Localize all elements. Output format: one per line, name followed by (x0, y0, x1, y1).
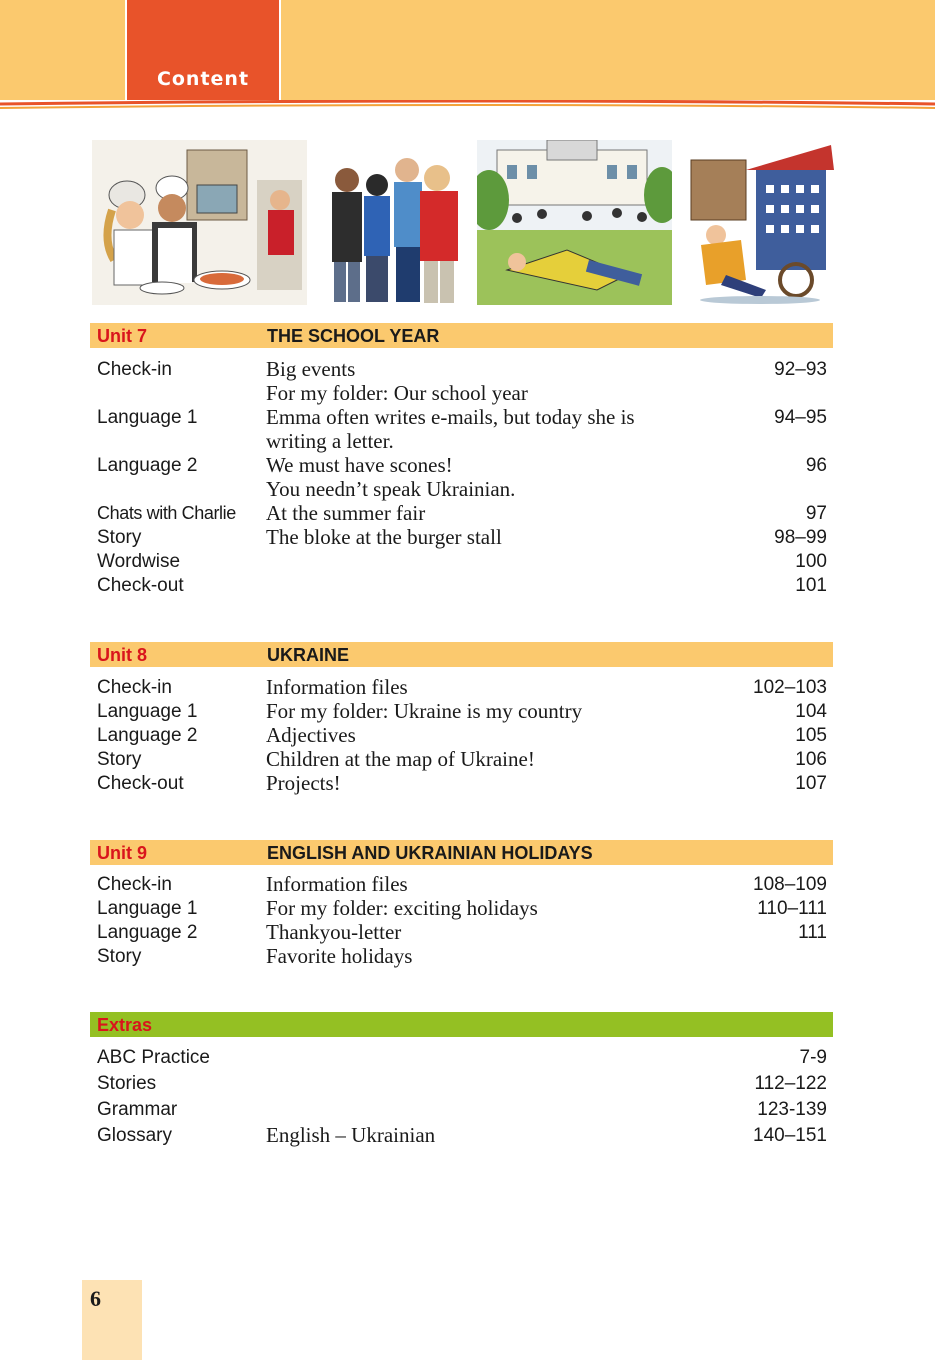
toc-pages: 140–151 (753, 1125, 827, 1146)
toc-row[interactable] (90, 946, 833, 970)
toc-section: Language 2 (97, 455, 198, 476)
toc-title: We must have scones! (266, 453, 453, 477)
extras-bar (90, 1012, 833, 1037)
toc-section: Check-in (97, 677, 172, 698)
page-number: 6 (90, 1286, 101, 1311)
page-number-box (82, 1280, 142, 1360)
toc-pages: 96 (805, 455, 827, 476)
toc-row[interactable] (90, 898, 833, 922)
toc-title: Information files (266, 675, 408, 699)
toc-title: At the summer fair (266, 501, 426, 525)
toc-section: Stories (97, 1073, 157, 1094)
toc-row (90, 431, 833, 455)
toc-row[interactable] (90, 725, 833, 749)
toc-title: The bloke at the burger stall (266, 525, 502, 549)
unit-8-number: Unit 8 (97, 645, 148, 665)
toc-row[interactable] (90, 503, 833, 527)
toc-row[interactable] (90, 1073, 833, 1097)
toc-row[interactable] (90, 677, 833, 701)
toc-pages: 123-139 (757, 1099, 827, 1120)
toc-row[interactable] (90, 701, 833, 725)
extras-label: Extras (97, 1015, 153, 1035)
toc-title: For my folder: Ukraine is my country (266, 699, 583, 723)
toc-row[interactable] (90, 773, 833, 797)
toc-row[interactable] (90, 455, 833, 479)
toc-title: Favorite holidays (266, 944, 413, 968)
toc-pages: 108–109 (753, 874, 827, 895)
content-tab-label: Content (156, 68, 250, 90)
toc-title: Emma often writes e-mails, but today she is (266, 405, 635, 429)
toc-pages: 101 (795, 575, 827, 596)
unit-8-title: UKRAINE (267, 645, 350, 665)
toc-row[interactable] (90, 407, 833, 431)
toc-section: ABC Practice (97, 1047, 210, 1068)
toc-row (90, 383, 833, 407)
toc-row[interactable] (90, 527, 833, 551)
toc-title: Information files (266, 872, 408, 896)
toc-section: Check-in (97, 874, 172, 895)
toc-row[interactable] (90, 1125, 833, 1149)
toc-row[interactable] (90, 1099, 833, 1123)
toc-section: Language 1 (97, 898, 198, 919)
toc-pages: 104 (795, 701, 827, 722)
toc-pages: 98–99 (774, 527, 827, 548)
toc-row[interactable] (90, 749, 833, 773)
toc-section: Language 2 (97, 725, 198, 746)
toc-section: Story (97, 749, 142, 770)
toc-pages: 7-9 (799, 1047, 827, 1068)
toc-section: Story (97, 946, 142, 967)
toc-title: Big events (266, 357, 356, 381)
toc-pages: 100 (795, 551, 827, 572)
toc-pages: 106 (795, 749, 827, 770)
toc-pages: 97 (805, 503, 827, 524)
unit-7-bar (90, 323, 833, 348)
toc-title: writing a letter. (266, 429, 394, 453)
toc-section: Language 1 (97, 407, 198, 428)
toc-title: Projects! (266, 771, 341, 795)
toc-section: Glossary (97, 1125, 172, 1146)
illustration-park (477, 140, 672, 305)
toc-row (90, 479, 833, 503)
toc-row[interactable] (90, 359, 833, 383)
toc-pages: 110–111 (757, 898, 827, 919)
unit-7-number: Unit 7 (97, 326, 148, 346)
toc-title: For my folder: Our school year (266, 381, 528, 405)
unit-9-bar (90, 840, 833, 865)
toc-section: Check-out (97, 575, 184, 596)
toc-title: English – Ukrainian (266, 1123, 436, 1147)
toc-section: Grammar (97, 1099, 178, 1120)
toc-row[interactable] (90, 922, 833, 946)
unit-9-title: ENGLISH AND UKRAINIAN HOLIDAYS (267, 843, 593, 863)
toc-section: Chats with Charlie (97, 503, 236, 523)
toc-title: For my folder: exciting holidays (266, 896, 538, 920)
illustration-fair (686, 140, 834, 305)
toc-title: Children at the map of Ukraine! (266, 747, 535, 771)
toc-pages: 105 (795, 725, 827, 746)
toc-section: Language 2 (97, 922, 198, 943)
toc-pages: 111 (798, 922, 827, 943)
toc-row[interactable] (90, 874, 833, 898)
toc-row[interactable] (90, 551, 833, 575)
toc-title: Adjectives (266, 723, 356, 747)
toc-row[interactable] (90, 1047, 833, 1071)
toc-section: Language 1 (97, 701, 198, 722)
unit-8-bar (90, 642, 833, 667)
toc-section: Wordwise (97, 551, 181, 572)
illustration-kitchen (92, 140, 307, 305)
toc-pages: 92–93 (774, 359, 827, 380)
toc-section: Check-out (97, 773, 184, 794)
toc-section: Story (97, 527, 142, 548)
toc-pages: 94–95 (774, 407, 827, 428)
toc-pages: 112–122 (754, 1073, 827, 1094)
toc-pages: 107 (795, 773, 827, 794)
toc-section: Check-in (97, 359, 172, 380)
unit-9-number: Unit 9 (97, 843, 148, 863)
toc-row[interactable] (90, 575, 833, 599)
toc-title: You needn’t speak Ukrainian. (266, 477, 516, 501)
header-rule (0, 100, 935, 110)
content-tab (125, 0, 281, 100)
illustration-teenagers (322, 140, 462, 305)
unit-7-title: THE SCHOOL YEAR (267, 326, 440, 346)
toc-pages: 102–103 (753, 677, 827, 698)
toc-title: Thankyou-letter (266, 920, 402, 944)
